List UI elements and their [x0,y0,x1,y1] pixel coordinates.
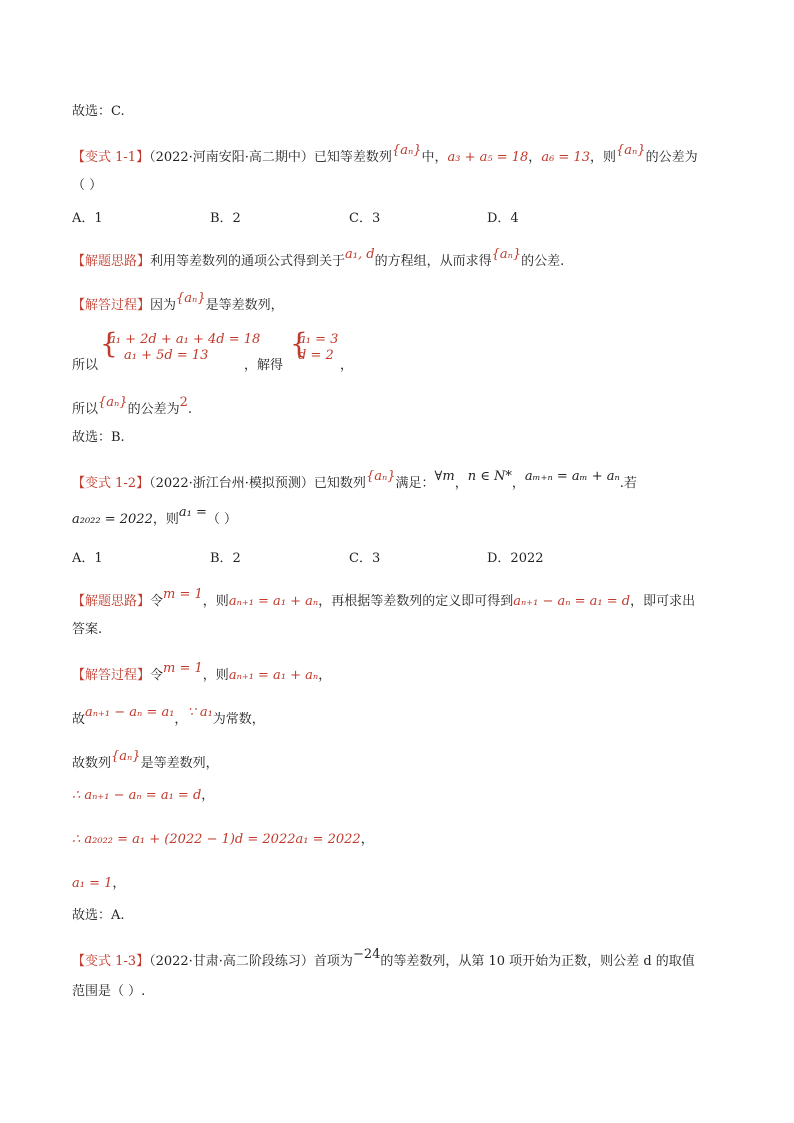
left-brace: { [100,327,118,360]
blank-paren: （ ） [206,512,237,527]
math-eq: a₁ = 1 [72,876,113,891]
option-a: A．1 [72,211,103,226]
question-text: 的公差为 [645,150,698,165]
process-step-1 [72,705,265,730]
process-text: 是等差数列， [140,756,219,771]
common-diff-line [72,395,193,420]
math-forall: ∀m [434,469,455,484]
solve-label: ，解得 [244,358,284,373]
math-seq: {aₙ} [98,395,128,410]
math-vars: a₁, d [345,247,375,262]
so-label: 所以 [72,358,99,373]
idea-text: 的公差. [521,254,565,269]
math-seq: {aₙ} [111,749,141,764]
idea-answer: 答案. [72,622,103,637]
math-seq: {aₙ} [176,291,206,306]
math-eq: aₙ₊₁ = a₁ + aₙ [228,668,319,683]
process-text: 所以 [72,402,99,417]
question-text: （2022·浙江台州·模拟预测）已知数列 [149,476,366,491]
option-c: C．3 [349,211,381,226]
process-text: ，则 [202,668,229,683]
process-text: 因为 [150,298,177,313]
punct: ， [511,476,525,491]
question-text: 满足： [395,476,435,491]
question-text: .若 [619,476,637,491]
punct: ， [360,832,374,847]
math-eq: ∴ aₙ₊₁ − aₙ = a₁ = d [72,788,202,803]
math-eq: aₙ₊₁ − aₙ = a₁ = d [513,594,631,609]
math-a1: a₁ = [178,505,207,520]
math-eq: a₃ + a₅ = 18 [447,150,529,165]
punct: ， [112,876,126,891]
process-step-4 [72,830,374,850]
math-eq: aₘ₊ₙ = aₘ + aₙ [524,469,620,484]
math-eq: ∴ a₂₀₂₂ = a₁ + (2022 − 1)d = 2022a₁ = 2022 [72,832,361,847]
process-step-5 [72,874,125,894]
option-c: C．3 [349,551,381,566]
process-step-3 [72,786,214,806]
variant-1-2-question [72,469,637,494]
option-d: D．2022 [487,551,544,566]
punct: ， [174,712,188,727]
punct: ， [340,358,354,373]
math-num: 2 [179,395,188,410]
solution-process-2 [72,661,332,686]
question-text: ，则 [589,150,616,165]
answer-a: 故选：A. [72,908,125,923]
idea-text: ，则 [202,594,229,609]
process-label: 【解答过程】 [72,668,151,683]
sol-a1: a₁ = 3 [298,332,339,347]
math-eq: m = 1 [163,661,203,676]
variant-1-2-question-cont [72,505,237,530]
process-label: 【解答过程】 [72,298,151,313]
sol-d: d = 2 [298,348,334,363]
variant-label: 【变式 1-2】 [72,476,150,491]
idea-label: 【解题思路】 [72,594,151,609]
process-text: 为常数， [212,712,265,727]
variant-label: 【变式 1-1】 [72,150,150,165]
variant-label: 【变式 1-3】 [72,954,150,969]
punct: ， [318,668,332,683]
system-eq-1: a₁ + 2d + a₁ + 4d = 18 [108,332,261,347]
option-b: B．2 [210,551,241,566]
option-d: D．4 [487,211,519,226]
question-text: （2022·河南安阳·高二期中）已知等差数列 [149,150,392,165]
math-seq: {aₙ} [491,247,522,262]
idea-text: 的方程组，从而求得 [374,254,492,269]
process-text: 故 [72,712,86,727]
solution-idea-2 [72,587,696,612]
idea-text: 利用等差数列的通项公式得到关于 [150,254,346,269]
math-eq: a₆ = 13 [541,150,590,165]
question-text: （2022·甘肃·高二阶段练习）首项为 [149,954,353,969]
answer-c: 故选：C. [72,104,125,119]
math-seq: {aₙ} [616,143,646,158]
variant-1-3-question-cont: 范围是（ ）. [72,984,146,999]
process-step-2 [72,749,219,774]
left-brace: { [290,327,308,360]
system-eq-2: a₁ + 5d = 13 [124,348,209,363]
punct: ， [454,476,468,491]
question-text: 中， [421,150,448,165]
process-text: 令 [150,668,164,683]
math-eq: m = 1 [163,587,203,602]
variant-1-3-question [72,947,695,972]
idea-text: ，即可求出 [630,594,696,609]
math-seq: {aₙ} [365,469,396,484]
solution-process-1 [72,291,284,316]
math-because: ∵ a₁ [187,705,213,720]
process-text: 故数列 [72,756,112,771]
math-seq: {aₙ} [391,143,422,158]
math-eq: a₂₀₂₂ = 2022 [72,512,153,527]
math-eq: aₙ₊₁ − aₙ = a₁ [85,705,175,720]
math-n-in-n: n ∈ N* [467,469,512,484]
answer-b: 故选：B. [72,430,125,445]
blank-paren: （ ） [72,178,103,193]
question-text: ，则 [152,512,179,527]
option-b: B．2 [210,211,241,226]
math-eq: aₙ₊₁ = a₁ + aₙ [228,594,319,609]
question-text: 的等差数列，从第 10 项开始为正数，则公差 d 的取值 [380,954,695,969]
idea-label: 【解题思路】 [72,254,151,269]
option-a: A．1 [72,551,103,566]
punct: ， [528,150,542,165]
punct: ， [201,788,215,803]
math-num: −24 [352,947,381,962]
solution-idea-1 [72,247,565,272]
punct: . [187,402,193,417]
process-text: 的公差为 [127,402,180,417]
idea-text: 令 [150,594,164,609]
variant-1-1-question [72,143,698,168]
process-text: 是等差数列， [205,298,284,313]
idea-text: ，再根据等差数列的定义即可得到 [318,594,514,609]
